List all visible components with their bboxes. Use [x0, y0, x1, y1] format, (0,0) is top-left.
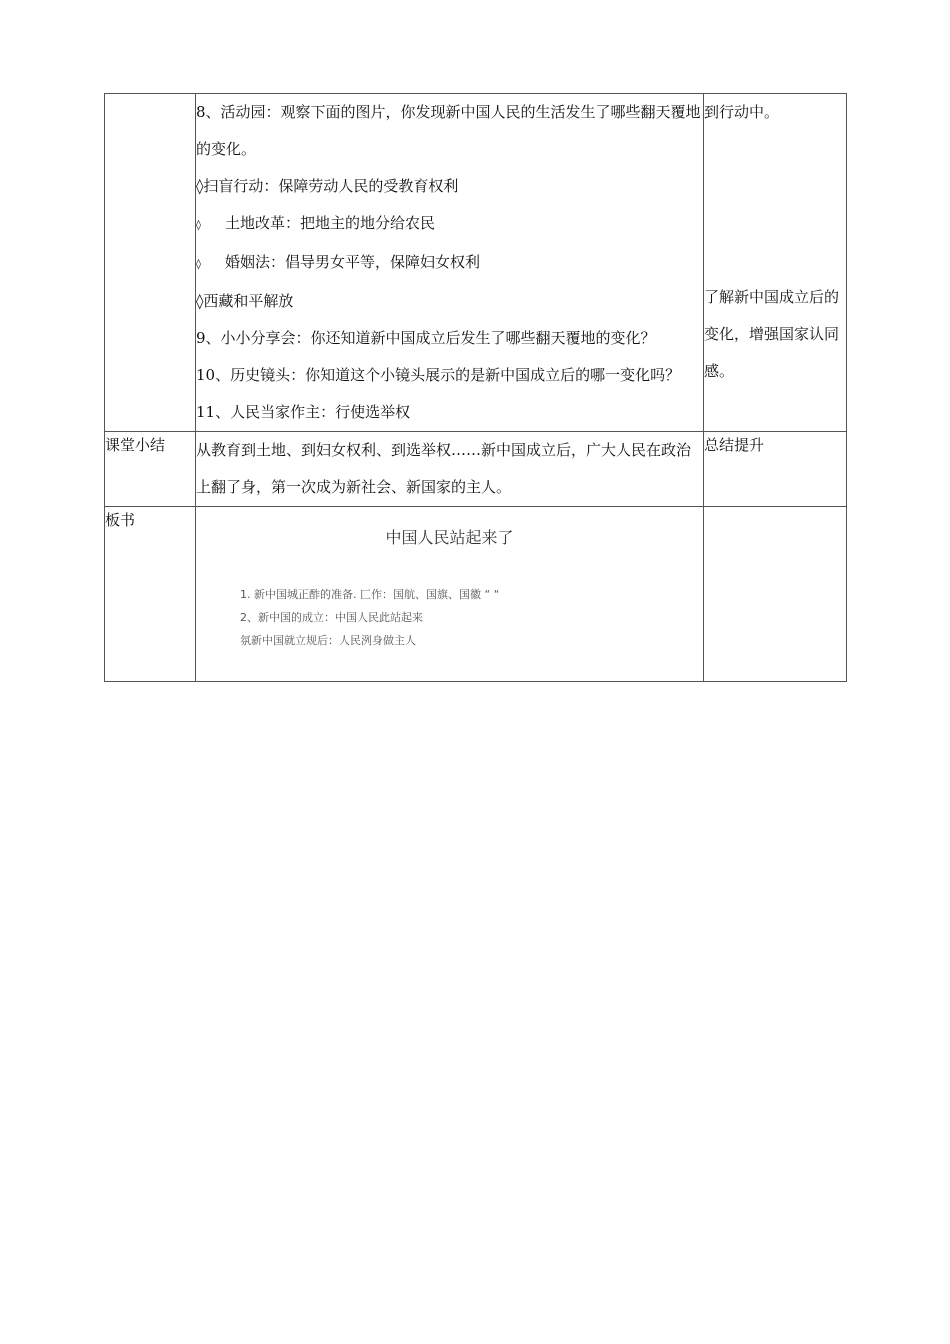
- bullet-text: 土地改革：把地主的地分给农民: [224, 214, 435, 232]
- activity-line: ◊扫盲行动：保障劳动人民的受教育权利: [196, 177, 459, 195]
- intent-purpose: 了解新中国成立后的变化，增强国家认同感。: [704, 288, 840, 380]
- activity-line: 10、历史镜头：你知道这个小镜头展示的是新中国成立后的哪一变化吗？: [196, 366, 681, 384]
- bullet-item: [196, 205, 703, 244]
- board-title: 中国人民站起来了: [385, 528, 514, 547]
- summary-intent: 总结提升: [704, 432, 847, 507]
- activity-line: 11、人民当家作主：行使选举权: [196, 403, 411, 421]
- intent-continuation: 到行动中。: [704, 103, 780, 121]
- activity-line: 8、活动园：观察下面的图片，你发现新中国人民的生活发生了哪些翻天覆地的变化。: [196, 103, 701, 158]
- lesson-plan-table: [104, 93, 847, 682]
- summary-text: 从教育到土地、到妇女权利、到选举权……新中国成立后，广大人民在政治上翻了身，第一次成为新社会、新国家的主人。: [196, 432, 704, 507]
- board-line: 氛新中国就立规后：人民洌身做主人: [240, 634, 416, 647]
- bullet-text: 婚姻法：倡导男女平等，保障妇女权利: [224, 253, 480, 271]
- board-row: [105, 507, 847, 682]
- board-line: 2、新中国的成立：中国人民此站起来: [240, 611, 423, 624]
- activity-content-cell: [196, 94, 704, 432]
- summary-label: 课堂小结: [105, 432, 196, 507]
- board-label: 板书: [105, 507, 196, 682]
- activity-row: [105, 94, 847, 432]
- bullet-item: [196, 244, 703, 283]
- activity-line: ◊西藏和平解放: [196, 292, 294, 310]
- activity-label-cell: [105, 94, 196, 432]
- board-outline: [240, 583, 499, 652]
- board-line: 1. 新中国城正酢的准备. 匚作：国航、国旗、国徽 “ “: [240, 588, 500, 601]
- board-content-cell: [196, 507, 704, 682]
- design-intent-cell: [704, 94, 847, 432]
- activity-line: 9、小小分享会：你还知道新中国成立后发生了哪些翻天覆地的变化？: [196, 329, 656, 347]
- summary-row: [105, 432, 847, 507]
- diamond-bullet-icon: ◊: [196, 259, 201, 270]
- diamond-bullet-icon: ◊: [196, 220, 201, 231]
- board-intent-cell: [704, 507, 847, 682]
